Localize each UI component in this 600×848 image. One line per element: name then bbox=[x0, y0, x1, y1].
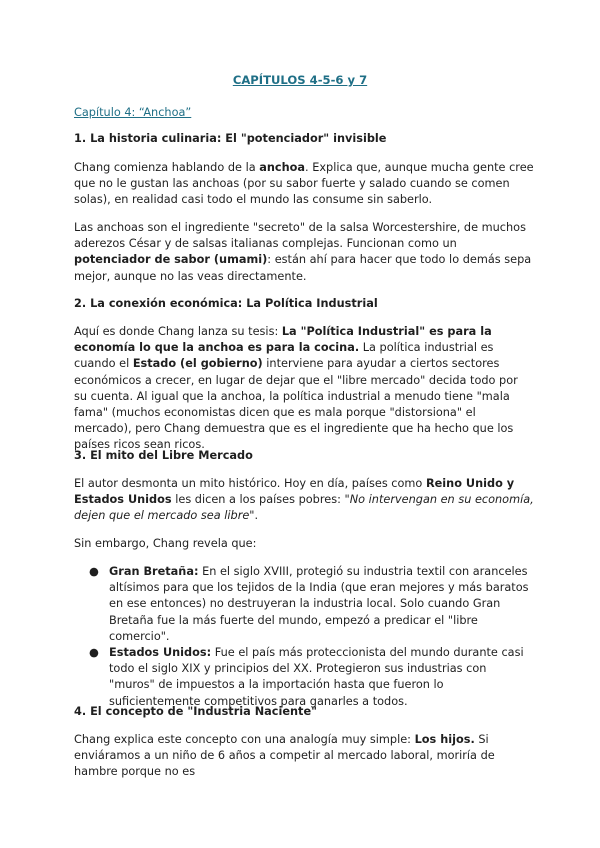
bold-text: Gran Bretaña: bbox=[109, 565, 199, 578]
list-item-text bbox=[109, 565, 529, 643]
paragraph bbox=[74, 324, 534, 454]
text-run: Aquí es donde Chang lanza su tesis: bbox=[74, 325, 282, 338]
text-run: interviene para ayudar a ciertos sectores económicos a crecer, en lugar de dejar que el "libre mercado" decida todo por su cuenta. Al igual que la anchoa, la política industrial a menudo tiene "mala fama" (muchos economistas dicen que es mala porque "distorsiona" el mercado), pero Chang demuestra que es el ingrediente que ha hecho que los países ricos sean ricos. bbox=[74, 357, 518, 452]
bold-text: La "Política Industrial" es para la economía lo que la anchoa es para la cocina. bbox=[74, 325, 492, 355]
text-run: les dicen a los países pobres: bbox=[171, 493, 345, 507]
list-item bbox=[74, 564, 534, 645]
text-run: Chang comienza hablando de la bbox=[74, 161, 260, 174]
bullet-list bbox=[74, 564, 534, 710]
bold-text: anchoa bbox=[259, 161, 306, 174]
text-run: El autor desmonta un mito histórico. Hoy en día, países como bbox=[74, 477, 426, 490]
bullet-icon: ● bbox=[89, 646, 99, 660]
document-title: CAPÍTULOS 4-5-6 y 7 bbox=[232, 73, 368, 87]
paragraph bbox=[74, 220, 534, 285]
bold-text: potenciador de sabor (umami) bbox=[74, 253, 268, 267]
text-run: Chang explica este concepto con una analogía muy simple: bbox=[74, 733, 415, 746]
list-item bbox=[74, 645, 534, 710]
section-heading-3: 3. El mito del Libre Mercado bbox=[74, 449, 253, 462]
text-run: La política industrial es cuando el bbox=[74, 341, 494, 371]
text-run: Las anchoas son el ingrediente "secreto" de la salsa Worcestershire, de muchos aderezos César y de salsas italianas complejas. Funcionan como un bbox=[74, 221, 526, 251]
text-run: . Explica que, aunque mucha gente cree que no le gustan las anchoas (por su sabor fuerte y salado cuando se comen solas), en realidad casi todo el mundo las consume sin saberlo. bbox=[74, 161, 534, 207]
text-run: Sin embargo, Chang revela que: bbox=[74, 537, 257, 550]
paragraph bbox=[74, 476, 534, 525]
text-run: . bbox=[254, 509, 259, 523]
text-run: Si enviáramos a un niño de 6 años a competir al mercado laboral, moriría de hambre porque no es bbox=[74, 733, 495, 779]
bold-text: Los hijos. bbox=[414, 733, 475, 746]
paragraph bbox=[74, 732, 534, 781]
italic-text: "No intervengan en su economía, dejen que el mercado sea libre" bbox=[74, 493, 534, 523]
bold-text: Estados Unidos: bbox=[109, 646, 212, 660]
chapter-label: Capítulo 4: “Anchoa” bbox=[74, 106, 192, 119]
text-run: En el siglo XVIII, protegió su industria textil con aranceles altísimos para que los tejidos de la India (que eran mejores y más baratos en ese entonces) no destruyeran la industria local. Solo cuando Gran Bretaña fue la más fuerte del mundo, empezó a predicar el "libre comercio". bbox=[109, 565, 529, 643]
text-run: Fue el país más proteccionista del mundo durante casi todo el siglo XIX y principios del XX. Protegieron sus industrias con "muros" de impuestos a la importación hasta que fueron lo suficientemente competitivos para ganarles a todos. bbox=[109, 646, 524, 708]
text-run: : están ahí para hacer que todo lo demás sepa mejor, aunque no las veas directamente. bbox=[74, 253, 532, 283]
section-heading-4: 4. El concepto de "Industria Naciente" bbox=[74, 705, 318, 718]
paragraph bbox=[74, 160, 534, 209]
bullet-icon: ● bbox=[89, 565, 99, 578]
section-heading-1: 1. La historia culinaria: El "potenciador" invisible bbox=[74, 132, 387, 145]
paragraph bbox=[74, 536, 534, 552]
list-item-text bbox=[109, 646, 524, 708]
bold-text: Estado (el gobierno) bbox=[132, 357, 263, 371]
section-heading-2: 2. La conexión económica: La Política Industrial bbox=[74, 297, 378, 310]
bold-text: Reino Unido y Estados Unidos bbox=[74, 477, 515, 507]
